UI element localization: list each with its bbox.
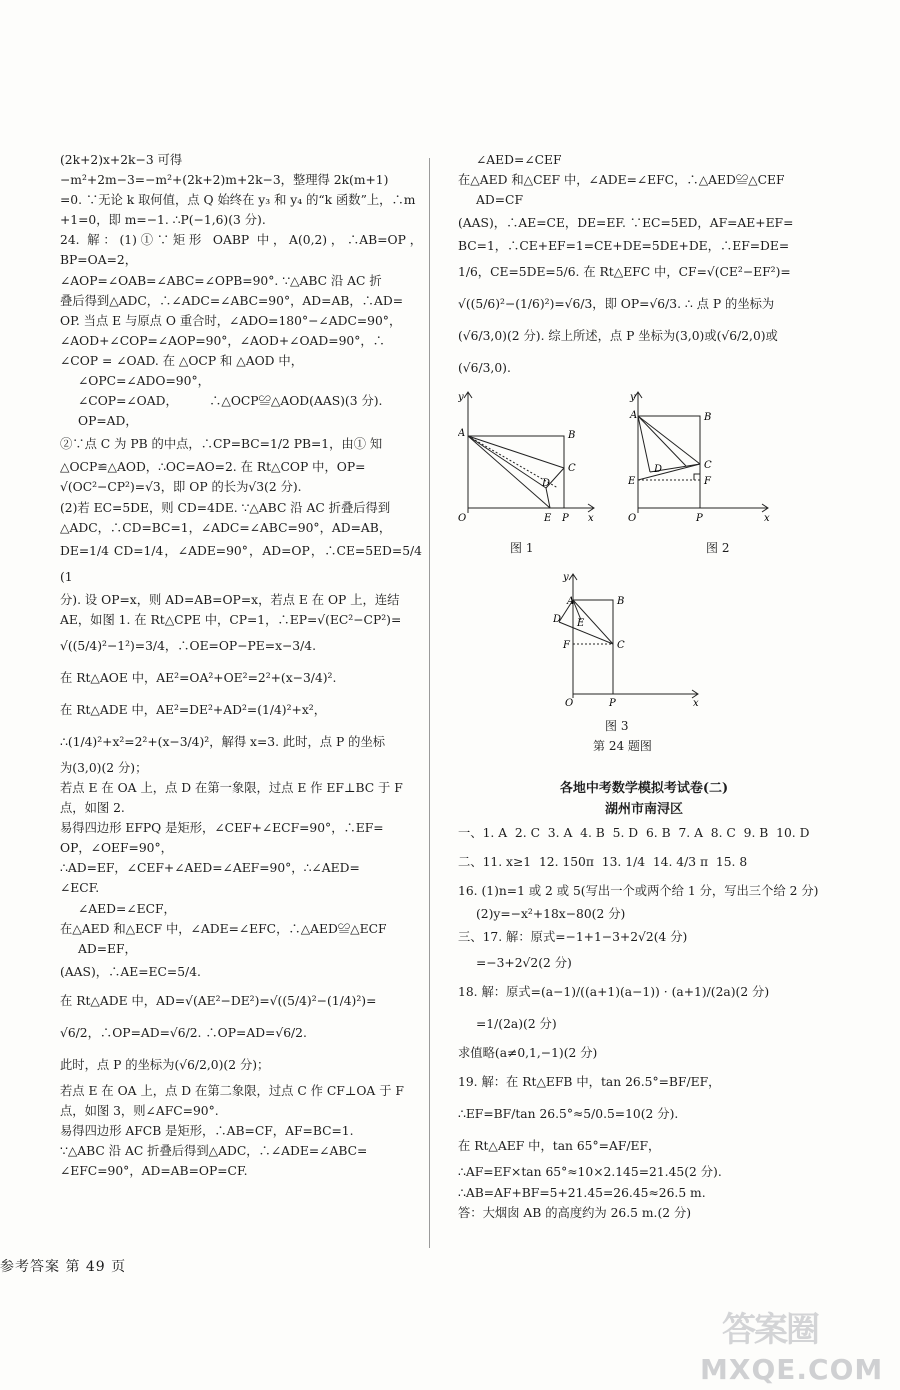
text-line: 在 Rt△ADE 中，AD=√(AE²−DE²)=√((5/4)²−(1/4)²)= — [60, 993, 377, 1008]
text-line: (2)若 EC=5DE，则 CD=4DE. ∵△ABC 沿 AC 折叠后得到 — [60, 500, 391, 515]
text-line: 1/6，CE=5DE=5/6. 在 Rt△EFC 中，CF=√(CE²−EF²)= — [458, 265, 791, 280]
text-line: (√6/3,0)(2 分). 综上所述，点 P 坐标为(3,0)或(√6/2,0)或 — [458, 329, 778, 344]
section-subtitle: 湖州市南浔区 — [604, 802, 683, 818]
text-line: 为(3,0)(2 分)； — [60, 760, 148, 775]
label-O: O — [628, 513, 637, 525]
label-B: B — [704, 412, 712, 424]
label-A: A — [458, 428, 466, 440]
label-B: B — [617, 596, 625, 608]
label-P: P — [696, 513, 703, 525]
label-F: F — [704, 476, 711, 488]
text-line: 若点 E 在 OA 上，点 D 在第二象限，过点 C 作 CF⊥OA 于 F — [60, 1083, 404, 1098]
answer-line: 16. (1)n=1 或 2 或 5(写出一个或两个给 1 分，写出三个给 2 分) — [458, 884, 819, 899]
watermark-logo: 答案圈 — [722, 1310, 818, 1350]
brace-line: 在△AED 和△CEF 中，∠ADE=∠EFC，∴△AED≌△CEF — [458, 173, 785, 188]
answer-line: 在 Rt△AEF 中，tan 65°=AF/EF， — [458, 1139, 661, 1154]
label-C: C — [568, 463, 576, 475]
column-divider — [429, 158, 430, 1248]
text-line: (2k+2)x+2k−3 可得 — [60, 153, 183, 167]
answer-line: 19. 解：在 Rt△EFB 中，tan 26.5°=BF/EF， — [458, 1075, 721, 1090]
answer-line: 二、11. x≥1 12. 150π 13. 1/4 14. 4/3 π 15. 8 — [458, 855, 748, 870]
text-line: BC=1，∴CE+EF=1=CE+DE=5DE+DE，∴EF=DE= — [458, 239, 790, 254]
answer-line: ∴EF=BF/tan 26.5°≈5/0.5=10(2 分). — [458, 1107, 679, 1122]
label-y: y — [458, 392, 464, 404]
label-E: E — [544, 513, 552, 525]
brace-line: ∠AED=∠ECF， — [78, 901, 176, 916]
text-line: (AAS)，∴AE=CE，DE=EF. ∵EC=5ED，AF=AE+EF= — [458, 216, 794, 231]
brace-line: 在△AED 和△ECF 中，∠ADE=∠EFC，∴△AED≌△ECF — [60, 921, 387, 936]
label-O: O — [565, 698, 574, 710]
label-y: y — [563, 572, 569, 584]
text-line: (AAS)，∴AE=EC=5/4. — [60, 964, 201, 979]
text-line: 若点 E 在 OA 上，点 D 在第一象限，过点 E 作 EF⊥BC 于 F — [60, 780, 403, 795]
answer-line: 答：大烟囱 AB 的高度约为 26.5 m.(2 分) — [458, 1205, 692, 1220]
figure-group — [458, 388, 830, 778]
text-line: 点，如图 2. — [60, 801, 125, 816]
brace-line: OP=AD， — [78, 414, 138, 429]
label-y: y — [630, 392, 636, 404]
label-B: B — [568, 430, 576, 442]
brace-line: AD=CF — [476, 193, 523, 208]
text-line: 在 Rt△ADE 中，AE²=DE²+AD²=(1/4)²+x²， — [60, 702, 326, 717]
label-A: A — [567, 596, 575, 608]
text-line: √6/2，∴OP=AD=√6/2. ∴OP=AD=√6/2. — [60, 1025, 307, 1040]
text-line: √(OC²−CP²)=√3，即 OP 的长为√3(2 分). — [60, 480, 302, 495]
answer-line: 18. 解：原式=(a−1)/((a+1)(a−1)) · (a+1)/(2a)(2 分) — [458, 985, 770, 1000]
text-line: √((5/4)²−1²)=3/4，∴OE=OP−PE=x−3/4. — [60, 638, 317, 653]
label-O: O — [458, 513, 467, 525]
text-line: ∵△ABC 沿 AC 折叠后得到△ADC，∴∠ADE=∠ABC= — [60, 1144, 368, 1159]
figure-1-caption: 图 1 — [510, 541, 534, 556]
text-line: ∠AOD+∠COP=∠AOP=90°，∠AOD+∠OAD=90°，∴ — [60, 333, 385, 348]
left-column — [60, 150, 426, 1181]
text-line: OP，∠OEF=90°， — [60, 841, 173, 856]
text-line: ∴AD=EF，∠CEF+∠AED=∠AEF=90°，∴∠AED= — [60, 861, 360, 876]
answer-line: ∴AB=AF+BF=5+21.45=26.45≈26.5 m. — [458, 1185, 706, 1200]
text-line: √((5/6)²−(1/6)²)=√6/3，即 OP=√6/3. ∴ 点 P 的坐标为 — [458, 297, 775, 312]
text-line: 点，如图 3，则∠AFC=90°. — [60, 1103, 219, 1118]
answer-line: =−3+2√2(2 分) — [476, 956, 572, 971]
text-line: ∠ECF. — [60, 881, 100, 896]
label-E: E — [628, 476, 636, 488]
answer-line: 一、1. A 2. C 3. A 4. B 5. D 6. B 7. A 8. C 9. B 10. D — [458, 826, 810, 841]
figure-3-caption: 图 3 — [605, 719, 629, 734]
text-line: 分). 设 OP=x，则 AD=AB=OP=x，若点 E 在 OP 上，连结 — [60, 592, 400, 607]
label-C: C — [704, 460, 712, 472]
answer-line: 求值略(a≠0,1,−1)(2 分) — [458, 1046, 598, 1061]
question-24-start: 24. 解：(1)①∵矩形 OABP 中，A(0,2)，∴AB=OP，BP=OA=2， — [60, 233, 422, 268]
text-line: △ADC，∴CD=BC=1，∠ADC=∠ABC=90°，AD=AB， — [60, 520, 392, 535]
label-x: x — [764, 513, 770, 525]
watermark-text: MXQE.COM — [700, 1353, 884, 1386]
text-line: 易得四边形 AFCB 是矩形，∴AB=CF，AF=BC=1. — [60, 1124, 354, 1138]
label-E: E — [577, 618, 585, 630]
text-line: ∠AOP=∠OAB=∠ABC=∠OPB=90°. ∵△ABC 沿 AC 折 — [60, 273, 382, 288]
label-P: P — [562, 513, 569, 525]
label-D: D — [542, 478, 551, 490]
text-line: AE，如图 1. 在 Rt△CPE 中，CP=1，∴EP=√(EC²−CP²)= — [60, 612, 402, 627]
label-F: F — [563, 640, 570, 652]
label-P: P — [609, 698, 616, 710]
label-D: D — [654, 464, 663, 476]
figure-2-diagram — [628, 388, 778, 528]
text-line: 在 Rt△AOE 中，AE²=OA²+OE²=2²+(x−3/4)². — [60, 670, 337, 685]
text-line: DE=1/4 CD=1/4，∠ADE=90°，AD=OP，∴CE=5ED=5/4 (1 — [60, 543, 426, 584]
figure-3 — [553, 570, 703, 754]
text-line: (√6/3,0). — [458, 361, 511, 376]
brace-line: AD=EF， — [78, 941, 137, 956]
answer-line: ∴AF=EF×tan 65°≈10×2.145=21.45(2 分). — [458, 1165, 722, 1180]
text-line: 易得四边形 EFPQ 是矩形，∠CEF+∠ECF=90°，∴EF= — [60, 821, 384, 836]
section-title: 各地中考数学模拟考试卷(二) — [559, 781, 729, 797]
text-line: +1=0，即 m=−1. ∴P(−1,6)(3 分). — [60, 213, 266, 228]
label-x: x — [588, 513, 594, 525]
figure-group-caption: 第 24 题图 — [593, 739, 652, 754]
answer-line: =1/(2a)(2 分) — [476, 1017, 557, 1032]
answer-line: (2)y=−x²+18x−80(2 分) — [476, 907, 626, 922]
text-line: OP. 当点 E 与原点 O 重合时，∠ADO=180°−∠ADC=90°， — [60, 313, 402, 328]
figure-2-caption: 图 2 — [706, 541, 730, 556]
text-line: ∠EFC=90°，AD=AB=OP=CF. — [60, 1164, 248, 1179]
text-line: =0. ∵无论 k 取何值，点 Q 始终在 y₃ 和 y₄ 的“k 函数”上，∴m — [60, 193, 416, 208]
text-line: ②∵点 C 为 PB 的中点，∴CP=BC=1/2 PB=1，由① 知 — [60, 437, 383, 452]
brace-line: ∠COP=∠OAD， ∴△OCP≌△AOD(AAS)(3 分). — [78, 394, 383, 409]
right-column — [458, 150, 830, 1223]
label-x: x — [693, 698, 699, 710]
page-footer: 参考答案 第 49 页 — [0, 1259, 127, 1275]
brace-line: ∠AED=∠CEF — [476, 153, 562, 167]
text-line: ∴(1/4)²+x²=2²+(x−3/4)²，解得 x=3. 此时，点 P 的坐标 — [60, 734, 386, 749]
label-A: A — [630, 410, 638, 422]
brace-line: ∠OPC=∠ADO=90°， — [78, 374, 210, 389]
figure-3-diagram — [553, 570, 703, 710]
text-line: ∠COP = ∠OAD. 在 △OCP 和 △AOD 中， — [60, 353, 304, 368]
answer-line: 三、17. 解：原式=−1+1−3+2√2(4 分) — [458, 930, 688, 945]
figure-2 — [628, 388, 778, 556]
figure-1-diagram — [458, 388, 598, 528]
watermark — [700, 1300, 900, 1390]
label-C: C — [617, 640, 625, 652]
figure-1 — [458, 388, 598, 556]
label-D: D — [553, 614, 562, 626]
text-line: △OCP≌△AOD，∴OC=AO=2. 在 Rt△COP 中，OP= — [60, 460, 366, 475]
text-line: 此时，点 P 的坐标为(√6/2,0)(2 分)； — [60, 1057, 270, 1072]
text-line: 叠后得到△ADC，∴∠ADC=∠ABC=90°，AD=AB，∴AD= — [60, 293, 403, 308]
text-line: −m²+2m−3=−m²+(2k+2)m+2k−3，整理得 2k(m+1) — [60, 173, 389, 188]
